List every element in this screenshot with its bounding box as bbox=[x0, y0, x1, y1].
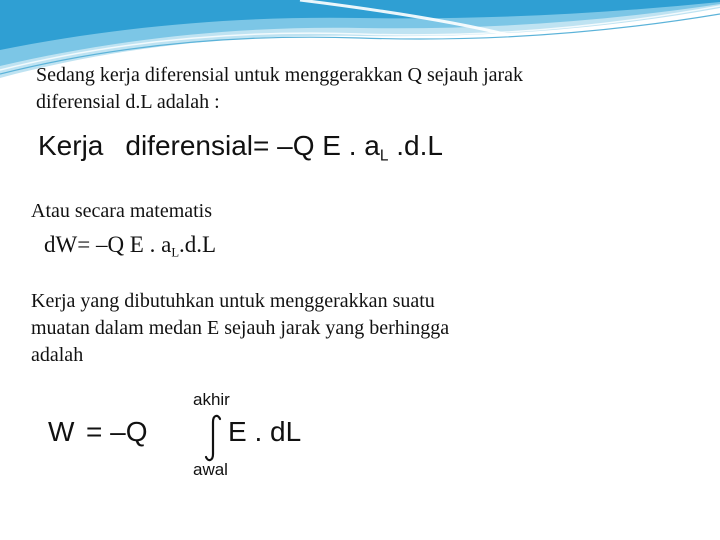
eq2-rhs-post: .d.L bbox=[179, 232, 217, 257]
intro-paragraph bbox=[36, 62, 706, 116]
kerja-line-2: muatan dalam medan E sejauh jarak yang berhingga bbox=[31, 317, 450, 339]
eq2-subscript: L bbox=[171, 245, 180, 260]
eq3-lhs: W bbox=[48, 416, 75, 447]
kerja-line-3: adalah bbox=[31, 344, 84, 366]
eq1-word-diferensial: diferensial bbox=[125, 130, 254, 161]
eq3-integrand: E . dL bbox=[228, 416, 302, 447]
eq2-lhs: dW bbox=[44, 232, 78, 257]
equation-dw bbox=[44, 232, 216, 260]
eq3-lower-limit: awal bbox=[193, 460, 228, 479]
eq3-upper-limit: akhir bbox=[193, 390, 230, 409]
atau-paragraph bbox=[31, 198, 212, 225]
equation-total-work-integral bbox=[48, 388, 368, 488]
atau-text: Atau secara matematis bbox=[31, 200, 213, 222]
eq1-subscript: L bbox=[379, 147, 389, 165]
equation-differential-work bbox=[38, 130, 443, 165]
intro-line-2: diferensial d.L adalah : bbox=[36, 91, 220, 113]
eq3-rhs-pre: = –Q bbox=[86, 416, 148, 447]
eq2-rhs-pre: = –Q E . a bbox=[77, 232, 172, 257]
eq1-rhs-post: .d.L bbox=[388, 130, 443, 161]
eq1-word-kerja: Kerja bbox=[38, 130, 104, 161]
kerja-line-1: Kerja yang dibutuhkan untuk menggerakkan suatu bbox=[31, 290, 435, 312]
integral-sign-icon bbox=[201, 414, 225, 462]
intro-line-1: Sedang kerja diferensial untuk menggerakkan Q sejauh jarak bbox=[36, 64, 524, 86]
eq1-rhs-pre: = –Q E . a bbox=[253, 130, 380, 161]
kerja-paragraph bbox=[31, 288, 631, 369]
